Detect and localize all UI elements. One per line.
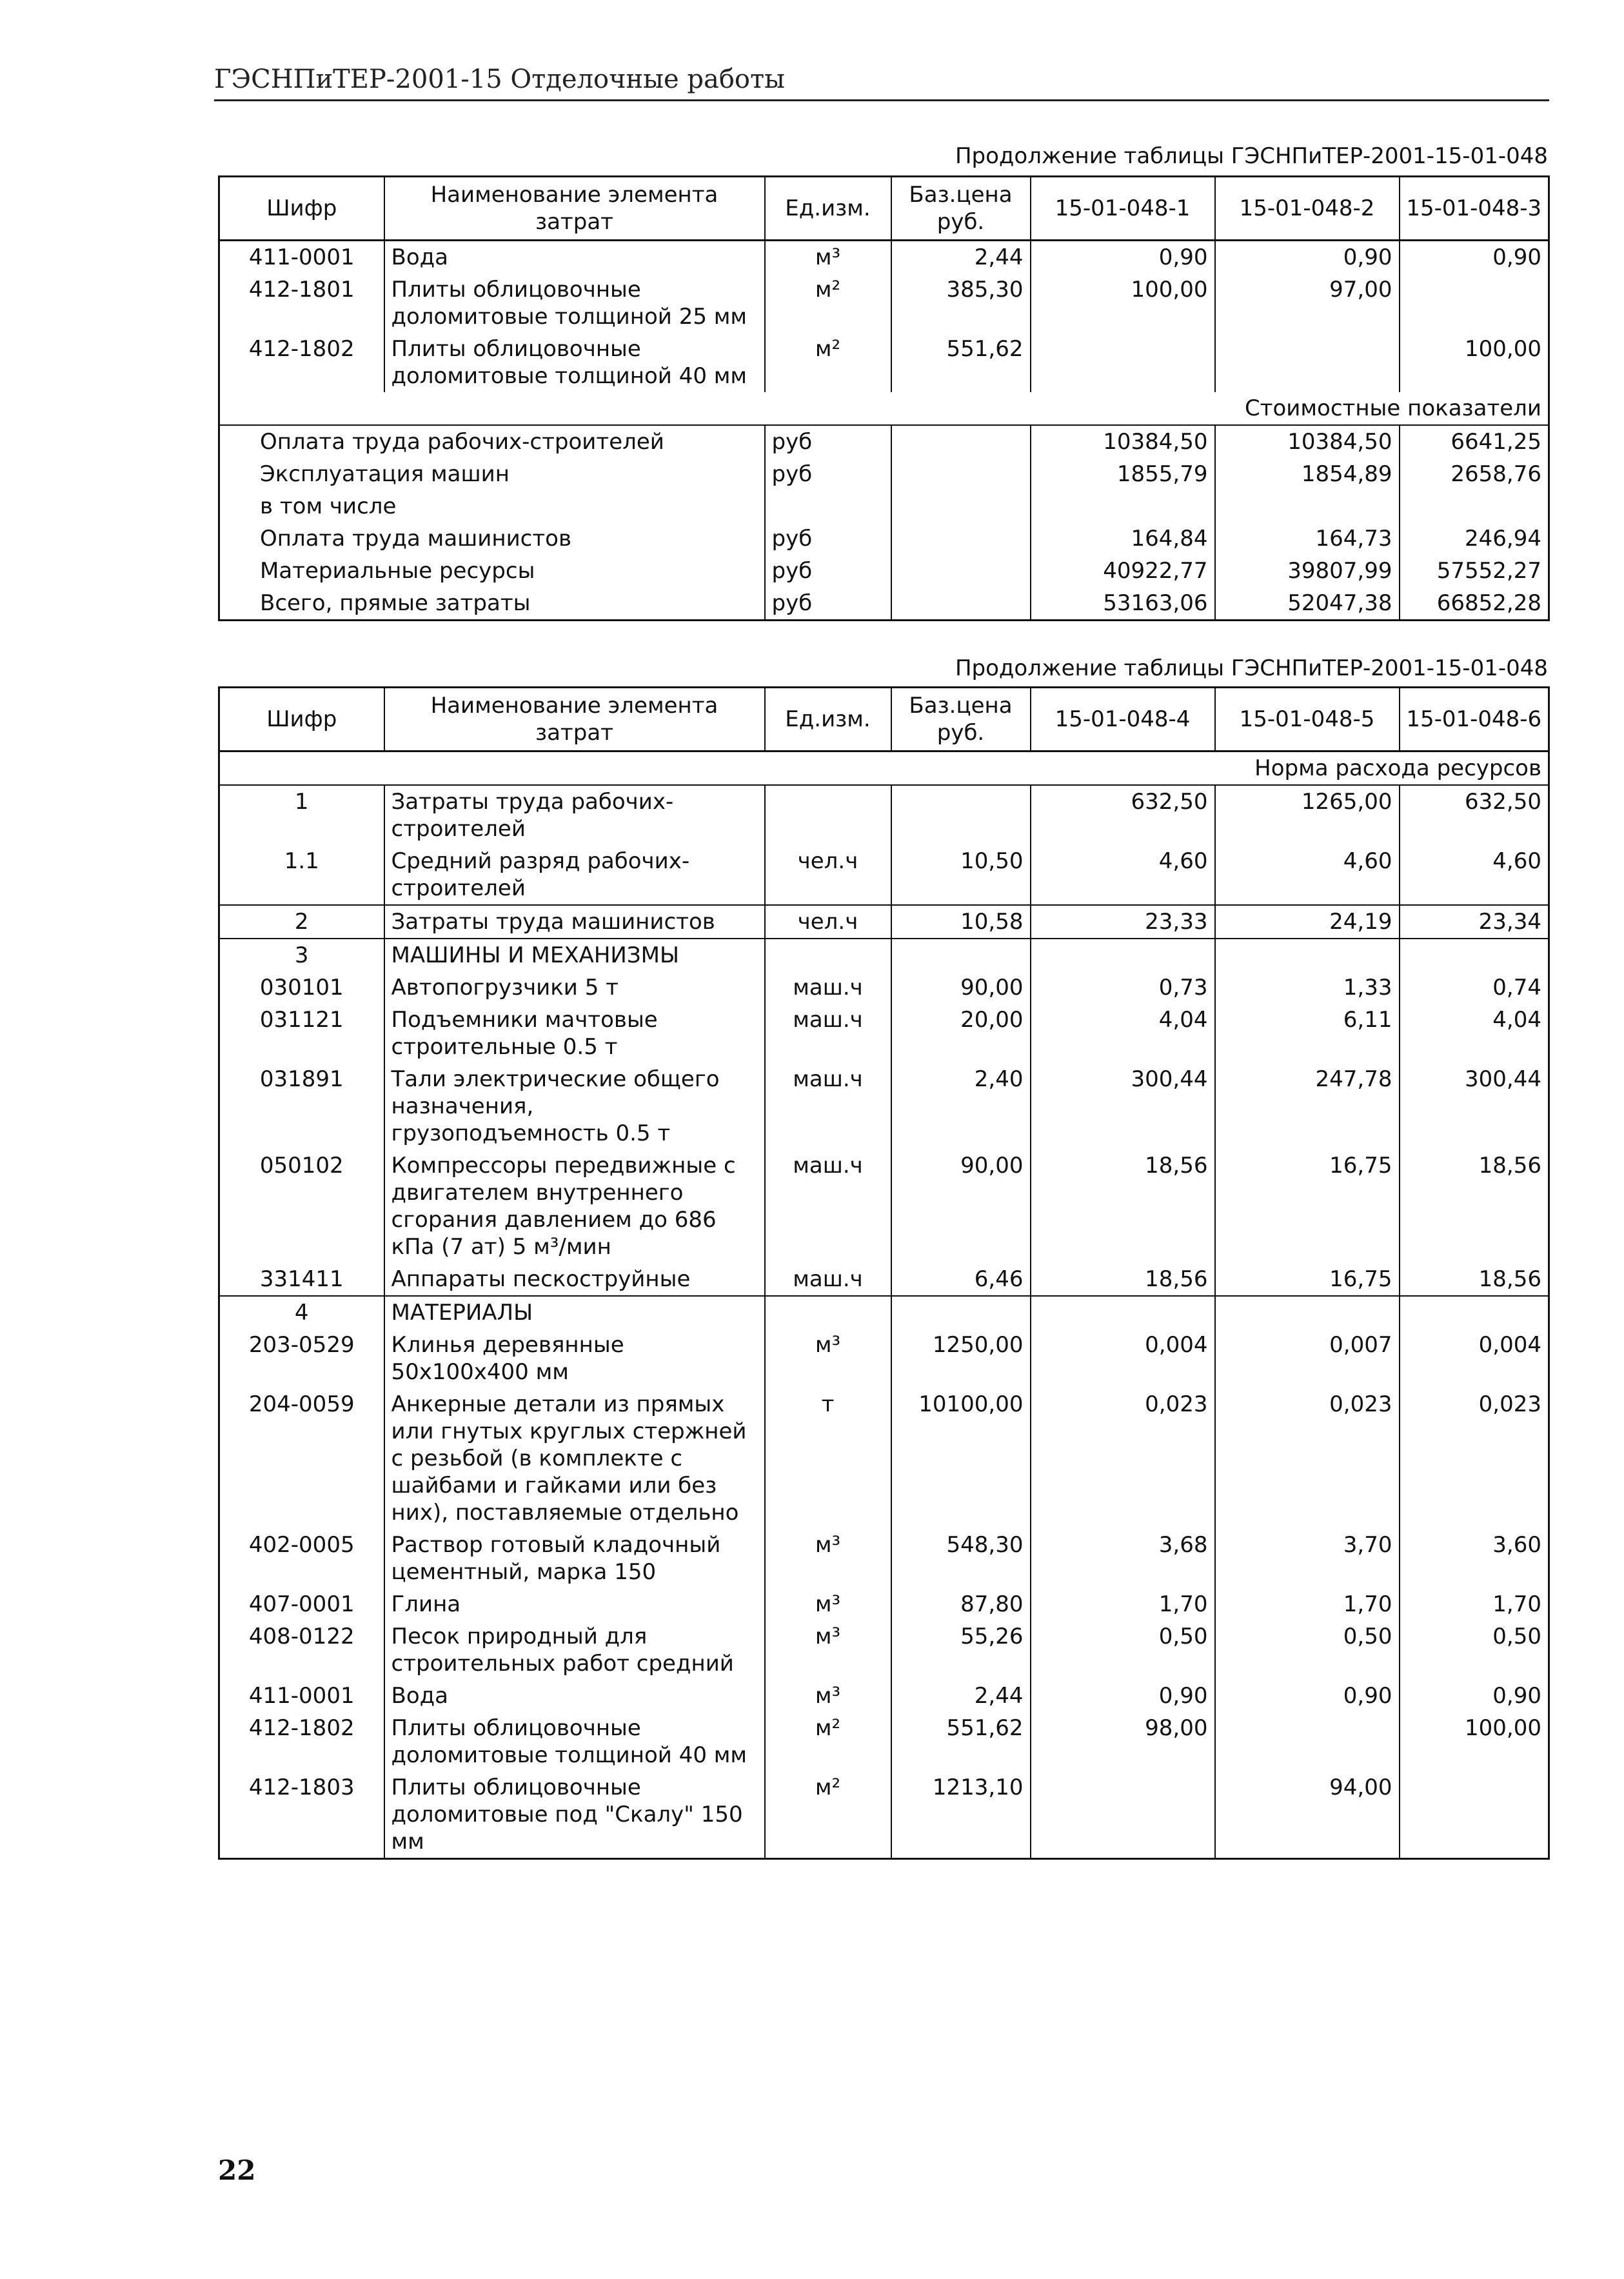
cell-price: 10,58 bbox=[891, 905, 1031, 939]
cell-unit: чел.ч bbox=[765, 845, 891, 905]
cost-price-empty bbox=[891, 458, 1031, 490]
cell-name: Плиты облицовочные доломитовые под "Скалу" 150 мм bbox=[384, 1771, 765, 1859]
cell-value-3: 0,023 bbox=[1400, 1388, 1549, 1529]
cost-caption-row-text: Стоимостные показатели bbox=[219, 392, 1549, 425]
col-header-variant-4: 15-01-048-4 bbox=[1031, 688, 1215, 751]
cell-value-1 bbox=[1031, 333, 1215, 392]
empty-cell bbox=[765, 1296, 891, 1329]
cost-value-3: 57552,27 bbox=[1400, 555, 1549, 587]
cell-code: 031121 bbox=[219, 1004, 384, 1063]
cost-unit: руб bbox=[765, 425, 891, 458]
cost-unit: руб bbox=[765, 522, 891, 555]
cell-code: 203-0529 bbox=[219, 1329, 384, 1388]
cell-code: 331411 bbox=[219, 1263, 384, 1296]
cell-code: 1 bbox=[219, 785, 384, 845]
cell-value-1: 18,56 bbox=[1031, 1149, 1215, 1263]
cost-unit: руб bbox=[765, 587, 891, 621]
section-code: 3 bbox=[219, 939, 384, 971]
cell-value-2: 16,75 bbox=[1215, 1263, 1400, 1296]
cost-unit bbox=[765, 490, 891, 522]
cost-value-2: 39807,99 bbox=[1215, 555, 1400, 587]
cost-row bbox=[219, 587, 1549, 621]
empty-cell bbox=[1031, 1296, 1215, 1329]
norm-caption-row-text: Норма расхода ресурсов bbox=[219, 751, 1549, 786]
cost-row bbox=[219, 458, 1549, 490]
cell-value-1: 18,56 bbox=[1031, 1263, 1215, 1296]
cell-price: 90,00 bbox=[891, 971, 1031, 1004]
cell-value-1: 0,023 bbox=[1031, 1388, 1215, 1529]
cell-code: 1.1 bbox=[219, 845, 384, 905]
table-row bbox=[219, 905, 1549, 939]
cell-code: 412-1801 bbox=[219, 274, 384, 333]
cost-price-empty bbox=[891, 490, 1031, 522]
cell-price: 10,50 bbox=[891, 845, 1031, 905]
cell-code: 412-1802 bbox=[219, 1712, 384, 1771]
cost-value-1: 1855,79 bbox=[1031, 458, 1215, 490]
cell-unit: м² bbox=[765, 333, 891, 392]
cost-price-empty bbox=[891, 522, 1031, 555]
empty-cell bbox=[1215, 939, 1400, 971]
header-rule bbox=[214, 99, 1549, 101]
empty-cell bbox=[891, 1296, 1031, 1329]
cell-value-3 bbox=[1400, 274, 1549, 333]
norm-caption-row bbox=[219, 751, 1549, 786]
cell-value-3: 632,50 bbox=[1400, 785, 1549, 845]
section-heading-row bbox=[219, 939, 1549, 971]
table-row bbox=[219, 1263, 1549, 1296]
cell-value-1: 300,44 bbox=[1031, 1063, 1215, 1149]
cell-price: 385,30 bbox=[891, 274, 1031, 333]
cell-code: 408-0122 bbox=[219, 1620, 384, 1680]
cell-unit: маш.ч bbox=[765, 971, 891, 1004]
cell-value-1 bbox=[1031, 1771, 1215, 1859]
cell-code: 412-1803 bbox=[219, 1771, 384, 1859]
table-row bbox=[219, 333, 1549, 392]
cell-value-2: 0,90 bbox=[1215, 241, 1400, 274]
cost-price-empty bbox=[891, 555, 1031, 587]
cost-value-1: 10384,50 bbox=[1031, 425, 1215, 458]
cell-value-2: 0,50 bbox=[1215, 1620, 1400, 1680]
cell-value-3: 0,74 bbox=[1400, 971, 1549, 1004]
col-header-variant-6: 15-01-048-6 bbox=[1400, 688, 1549, 751]
cell-value-1: 0,50 bbox=[1031, 1620, 1215, 1680]
cell-value-2: 1265,00 bbox=[1215, 785, 1400, 845]
cell-unit: м³ bbox=[765, 1620, 891, 1680]
cell-price: 548,30 bbox=[891, 1529, 1031, 1588]
cost-value-3: 66852,28 bbox=[1400, 587, 1549, 621]
cell-value-1: 0,90 bbox=[1031, 1680, 1215, 1712]
empty-cell bbox=[1400, 939, 1549, 971]
cell-value-2: 1,70 bbox=[1215, 1588, 1400, 1620]
cell-unit: т bbox=[765, 1388, 891, 1529]
cell-price: 2,44 bbox=[891, 1680, 1031, 1712]
cell-code: 030101 bbox=[219, 971, 384, 1004]
cell-value-1: 0,004 bbox=[1031, 1329, 1215, 1388]
col-header-price: Баз.цена руб. bbox=[891, 177, 1031, 241]
cell-price: 2,44 bbox=[891, 241, 1031, 274]
cell-name: Затраты труда машинистов bbox=[384, 905, 765, 939]
cell-value-2: 94,00 bbox=[1215, 1771, 1400, 1859]
cost-row bbox=[219, 490, 1549, 522]
cost-row bbox=[219, 425, 1549, 458]
cell-unit: маш.ч bbox=[765, 1063, 891, 1149]
cell-value-3: 4,04 bbox=[1400, 1004, 1549, 1063]
cell-value-3: 300,44 bbox=[1400, 1063, 1549, 1149]
cost-value-2: 52047,38 bbox=[1215, 587, 1400, 621]
cell-value-1: 23,33 bbox=[1031, 905, 1215, 939]
cell-price: 20,00 bbox=[891, 1004, 1031, 1063]
cost-price-empty bbox=[891, 587, 1031, 621]
cell-value-2: 3,70 bbox=[1215, 1529, 1400, 1588]
cost-value-3 bbox=[1400, 490, 1549, 522]
cost-row bbox=[219, 555, 1549, 587]
cell-unit: м³ bbox=[765, 1329, 891, 1388]
cell-price: 6,46 bbox=[891, 1263, 1031, 1296]
cell-name: Вода bbox=[384, 241, 765, 274]
table-header-row bbox=[219, 688, 1549, 751]
cell-price bbox=[891, 785, 1031, 845]
cost-value-1: 40922,77 bbox=[1031, 555, 1215, 587]
cost-label: Эксплуатация машин bbox=[219, 458, 765, 490]
section-code: 4 bbox=[219, 1296, 384, 1329]
cell-name: Аппараты пескоструйные bbox=[384, 1263, 765, 1296]
cell-value-2: 0,023 bbox=[1215, 1388, 1400, 1529]
table-row bbox=[219, 1063, 1549, 1149]
cell-name: Плиты облицовочные доломитовые толщиной 40 мм bbox=[384, 333, 765, 392]
table1-caption: Продолжение таблицы ГЭСНПиТЕР-2001-15-01-048 bbox=[955, 143, 1548, 169]
cell-value-1: 100,00 bbox=[1031, 274, 1215, 333]
section-title: МАШИНЫ И МЕХАНИЗМЫ bbox=[384, 939, 765, 971]
col-header-price: Баз.цена руб. bbox=[891, 688, 1031, 751]
cell-unit: м³ bbox=[765, 241, 891, 274]
cell-unit: м³ bbox=[765, 1680, 891, 1712]
cost-label: Оплата труда машинистов bbox=[219, 522, 765, 555]
cell-value-1: 0,73 bbox=[1031, 971, 1215, 1004]
cell-code: 2 bbox=[219, 905, 384, 939]
cell-unit: м² bbox=[765, 274, 891, 333]
col-header-variant-3: 15-01-048-3 bbox=[1400, 177, 1549, 241]
cell-unit bbox=[765, 785, 891, 845]
cost-price-empty bbox=[891, 425, 1031, 458]
cell-value-3: 0,004 bbox=[1400, 1329, 1549, 1388]
col-header-name: Наименование элемента затрат bbox=[384, 688, 765, 751]
empty-cell bbox=[1031, 939, 1215, 971]
cell-price: 1250,00 bbox=[891, 1329, 1031, 1388]
cell-name: Клинья деревянные 50х100х400 мм bbox=[384, 1329, 765, 1388]
col-header-code: Шифр bbox=[219, 177, 384, 241]
page-number: 22 bbox=[218, 2155, 256, 2186]
table-row bbox=[219, 1329, 1549, 1388]
table-row bbox=[219, 1620, 1549, 1680]
cell-name: Затраты труда рабочих-строителей bbox=[384, 785, 765, 845]
cell-value-1: 3,68 bbox=[1031, 1529, 1215, 1588]
cost-value-1 bbox=[1031, 490, 1215, 522]
cell-value-2: 247,78 bbox=[1215, 1063, 1400, 1149]
empty-cell bbox=[1400, 1296, 1549, 1329]
cell-code: 411-0001 bbox=[219, 1680, 384, 1712]
cost-value-2 bbox=[1215, 490, 1400, 522]
table-row bbox=[219, 785, 1549, 845]
cell-value-3: 100,00 bbox=[1400, 1712, 1549, 1771]
cell-name: Песок природный для строительных работ средний bbox=[384, 1620, 765, 1680]
cell-name: Глина bbox=[384, 1588, 765, 1620]
cell-value-2: 4,60 bbox=[1215, 845, 1400, 905]
cell-name: Плиты облицовочные доломитовые толщиной 25 мм bbox=[384, 274, 765, 333]
cell-code: 411-0001 bbox=[219, 241, 384, 274]
cell-code: 412-1802 bbox=[219, 333, 384, 392]
cell-name: Средний разряд рабочих-строителей bbox=[384, 845, 765, 905]
table-row bbox=[219, 1588, 1549, 1620]
cell-name: Анкерные детали из прямых или гнутых круглых стержней с резьбой (в комплекте с шайбами и гайками или без них), поставляемые отдельно bbox=[384, 1388, 765, 1529]
cell-price: 1213,10 bbox=[891, 1771, 1031, 1859]
section-title: МАТЕРИАЛЫ bbox=[384, 1296, 765, 1329]
table-row bbox=[219, 1680, 1549, 1712]
table2-caption: Продолжение таблицы ГЭСНПиТЕР-2001-15-01-048 bbox=[955, 655, 1548, 681]
cell-price: 2,40 bbox=[891, 1063, 1031, 1149]
cell-name: Раствор готовый кладочный цементный, марка 150 bbox=[384, 1529, 765, 1588]
cost-value-1: 164,84 bbox=[1031, 522, 1215, 555]
cost-label: Всего, прямые затраты bbox=[219, 587, 765, 621]
cell-value-3: 0,50 bbox=[1400, 1620, 1549, 1680]
col-header-variant-2: 15-01-048-2 bbox=[1215, 177, 1400, 241]
cell-value-3: 0,90 bbox=[1400, 1680, 1549, 1712]
cell-price: 551,62 bbox=[891, 1712, 1031, 1771]
cost-caption-row bbox=[219, 392, 1549, 425]
cell-value-2: 1,33 bbox=[1215, 971, 1400, 1004]
table-row bbox=[219, 241, 1549, 274]
cell-code: 050102 bbox=[219, 1149, 384, 1263]
cost-unit: руб bbox=[765, 555, 891, 587]
cell-value-3: 100,00 bbox=[1400, 333, 1549, 392]
cell-name: Тали электрические общего назначения, грузоподъемность 0.5 т bbox=[384, 1063, 765, 1149]
table-row bbox=[219, 274, 1549, 333]
cell-price: 87,80 bbox=[891, 1588, 1031, 1620]
cell-value-2: 0,90 bbox=[1215, 1680, 1400, 1712]
cell-name: Автопогрузчики 5 т bbox=[384, 971, 765, 1004]
table-row bbox=[219, 845, 1549, 905]
cost-value-1: 53163,06 bbox=[1031, 587, 1215, 621]
cell-price: 90,00 bbox=[891, 1149, 1031, 1263]
cell-value-2 bbox=[1215, 1712, 1400, 1771]
cost-label: Оплата труда рабочих-строителей bbox=[219, 425, 765, 458]
cell-code: 402-0005 bbox=[219, 1529, 384, 1588]
table-row bbox=[219, 1004, 1549, 1063]
resource-table-2 bbox=[218, 686, 1550, 1860]
cell-value-2: 0,007 bbox=[1215, 1329, 1400, 1388]
cell-name: Плиты облицовочные доломитовые толщиной 40 мм bbox=[384, 1712, 765, 1771]
cell-price: 551,62 bbox=[891, 333, 1031, 392]
cell-value-3: 3,60 bbox=[1400, 1529, 1549, 1588]
col-header-code: Шифр bbox=[219, 688, 384, 751]
cost-value-3: 6641,25 bbox=[1400, 425, 1549, 458]
col-header-unit: Ед.изм. bbox=[765, 177, 891, 241]
table-row bbox=[219, 971, 1549, 1004]
col-header-variant-1: 15-01-048-1 bbox=[1031, 177, 1215, 241]
cell-value-2: 16,75 bbox=[1215, 1149, 1400, 1263]
cell-unit: м² bbox=[765, 1771, 891, 1859]
cell-value-1: 4,04 bbox=[1031, 1004, 1215, 1063]
cell-name: Вода bbox=[384, 1680, 765, 1712]
section-heading-row bbox=[219, 1296, 1549, 1329]
table-header-row bbox=[219, 177, 1549, 241]
empty-cell bbox=[765, 939, 891, 971]
cost-row bbox=[219, 522, 1549, 555]
cell-unit: м² bbox=[765, 1712, 891, 1771]
cell-value-2: 97,00 bbox=[1215, 274, 1400, 333]
cell-value-1: 4,60 bbox=[1031, 845, 1215, 905]
table-row bbox=[219, 1529, 1549, 1588]
cell-price: 55,26 bbox=[891, 1620, 1031, 1680]
cost-value-3: 2658,76 bbox=[1400, 458, 1549, 490]
cell-unit: м³ bbox=[765, 1588, 891, 1620]
cost-value-2: 1854,89 bbox=[1215, 458, 1400, 490]
table-row bbox=[219, 1388, 1549, 1529]
cell-value-3: 4,60 bbox=[1400, 845, 1549, 905]
cell-value-3: 18,56 bbox=[1400, 1149, 1549, 1263]
cell-value-1: 632,50 bbox=[1031, 785, 1215, 845]
cell-value-2: 24,19 bbox=[1215, 905, 1400, 939]
empty-cell bbox=[891, 939, 1031, 971]
cell-value-1: 1,70 bbox=[1031, 1588, 1215, 1620]
col-header-unit: Ед.изм. bbox=[765, 688, 891, 751]
cell-code: 031891 bbox=[219, 1063, 384, 1149]
cost-label: Материальные ресурсы bbox=[219, 555, 765, 587]
cell-unit: чел.ч bbox=[765, 905, 891, 939]
cell-value-1: 0,90 bbox=[1031, 241, 1215, 274]
empty-cell bbox=[1215, 1296, 1400, 1329]
cell-name: Подъемники мачтовые строительные 0.5 т bbox=[384, 1004, 765, 1063]
cell-value-3: 23,34 bbox=[1400, 905, 1549, 939]
cost-label: в том числе bbox=[219, 490, 765, 522]
cell-code: 204-0059 bbox=[219, 1388, 384, 1529]
col-header-name: Наименование элемента затрат bbox=[384, 177, 765, 241]
cell-unit: маш.ч bbox=[765, 1263, 891, 1296]
cell-value-3: 0,90 bbox=[1400, 241, 1549, 274]
table-row bbox=[219, 1771, 1549, 1859]
cell-unit: маш.ч bbox=[765, 1149, 891, 1263]
resource-table-1 bbox=[218, 175, 1550, 621]
cost-value-3: 246,94 bbox=[1400, 522, 1549, 555]
cell-name: Компрессоры передвижные с двигателем внутреннего сгорания давлением до 686 кПа (7 ат) 5 м³/мин bbox=[384, 1149, 765, 1263]
cell-code: 407-0001 bbox=[219, 1588, 384, 1620]
table-row bbox=[219, 1149, 1549, 1263]
cell-unit: м³ bbox=[765, 1529, 891, 1588]
page-header: ГЭСНПиТЕР-2001-15 Отделочные работы bbox=[214, 65, 785, 94]
cell-unit: маш.ч bbox=[765, 1004, 891, 1063]
cost-value-2: 10384,50 bbox=[1215, 425, 1400, 458]
cost-value-2: 164,73 bbox=[1215, 522, 1400, 555]
table-row bbox=[219, 1712, 1549, 1771]
cell-value-3: 18,56 bbox=[1400, 1263, 1549, 1296]
cell-value-2: 6,11 bbox=[1215, 1004, 1400, 1063]
cell-price: 10100,00 bbox=[891, 1388, 1031, 1529]
cell-value-2 bbox=[1215, 333, 1400, 392]
col-header-variant-5: 15-01-048-5 bbox=[1215, 688, 1400, 751]
cell-value-1: 98,00 bbox=[1031, 1712, 1215, 1771]
cell-value-3: 1,70 bbox=[1400, 1588, 1549, 1620]
cost-unit: руб bbox=[765, 458, 891, 490]
cell-value-3 bbox=[1400, 1771, 1549, 1859]
